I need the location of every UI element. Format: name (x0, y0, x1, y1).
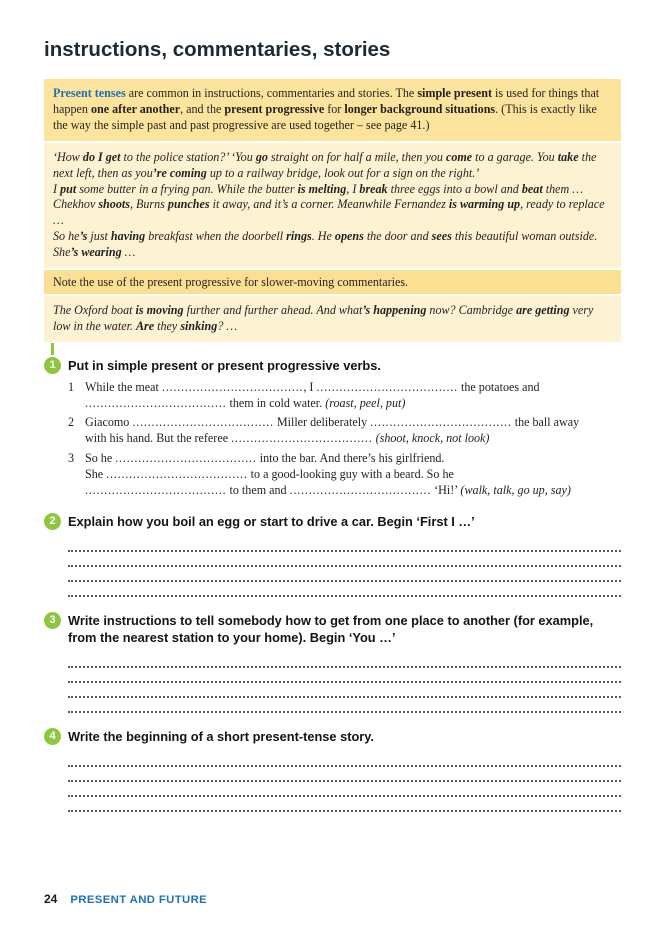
exercise-item-3 (68, 450, 621, 499)
page-number: 24 (44, 892, 58, 906)
exercise-2-title: Explain how you boil an egg or start to drive a car. Begin ‘First I …’ (68, 514, 475, 530)
item-number: 2 (68, 415, 75, 430)
example-commentary: Chekhov shoots, Burns punches it away, and it’s a corner. Meanwhile Fernandez is warming up, ready to replace … (53, 197, 605, 228)
answer-line (68, 668, 621, 683)
answer-line (68, 537, 621, 552)
examples-box-1 (44, 143, 621, 268)
exercise-1-title: Put in simple present or present progressive verbs. (68, 357, 381, 373)
examples-box-2 (44, 296, 621, 342)
answer-line (68, 683, 621, 698)
exercise-number-badge: 4 (44, 728, 61, 745)
example-instructions: I put some butter in a frying pan. While the butter is melting, I break three eggs into a bowl and beat them … (53, 181, 584, 196)
exercise-2-answer-lines (68, 537, 621, 597)
answer-line (68, 552, 621, 567)
answer-line (68, 653, 621, 668)
page-title: instructions, commentaries, stories (44, 38, 391, 61)
exercise-number-badge: 1 (44, 357, 61, 374)
example-story: So he’s just having breakfast when the doorbell rings. He opens the door and sees this beautiful woman outside. She’s wearing … (53, 229, 598, 260)
example-dialogue: ‘How do I get to the police station?’ ‘You go straight on for half a mile, then you come to a garage. You take the next left, then as you’re coming up to a railway bridge, look out for a sign on the right.’ (53, 149, 597, 180)
answer-line (68, 567, 621, 582)
theory-intro-box (44, 79, 621, 141)
exercise-1 (44, 357, 621, 498)
item-text: While the meat ....................................., I ..................................... the potatoes and ..................................... them in cold water. (roast, peel, put) (85, 379, 540, 411)
exercise-item-1 (68, 379, 621, 411)
exercise-2-header (44, 513, 621, 530)
exercise-3 (44, 612, 621, 713)
example-slow-commentary: The Oxford boat is moving further and further ahead. And what’s happening now? Cambridge are getting very low in the water. Are they sinking? … (53, 303, 594, 333)
theory-intro-text: Present tenses are common in instructions, commentaries and stories. The simple present is used for things that happen one after another, and the present progressive for longer background situations. (This is exactly like the way the simple past and past progressive are used together – see page 41.) (53, 86, 600, 132)
exercise-item-2 (68, 414, 621, 446)
exercise-3-header (44, 612, 621, 646)
exercise-3-answer-lines (68, 653, 621, 713)
exercise-2 (44, 513, 621, 597)
item-number: 1 (68, 379, 75, 394)
section-tick-icon (51, 343, 54, 355)
exercise-1-header (44, 357, 621, 374)
exercise-4-title: Write the beginning of a short present-tense story. (68, 729, 374, 745)
page-footer (44, 892, 207, 906)
answer-line (68, 797, 621, 812)
answer-line (68, 767, 621, 782)
answer-line (68, 698, 621, 713)
exercise-number-badge: 2 (44, 513, 61, 530)
exercise-1-items (68, 379, 621, 498)
answer-line (68, 752, 621, 767)
item-text: So he ..................................... into the bar. And there’s his girlfriend. She ..................................... to a good-looking guy with a beard. So he ..................................... to them and ..................................... ‘Hi!’ (walk, talk, go up, say) (85, 450, 571, 498)
footer-section-label: PRESENT AND FUTURE (70, 894, 208, 906)
exercise-4 (44, 728, 621, 812)
exercise-number-badge: 3 (44, 612, 61, 629)
item-text: Giacomo ..................................... Miller deliberately ..................................... the ball away with his hand. But the referee ..................................... (shoot, knock, not look) (85, 415, 580, 446)
note-band: Note the use of the present progressive for slower-moving commentaries. (44, 270, 621, 294)
answer-line (68, 582, 621, 597)
item-number: 3 (68, 450, 75, 465)
exercise-4-answer-lines (68, 752, 621, 812)
exercise-3-title: Write instructions to tell somebody how to get from one place to another (for example, from the nearest station to your home). Begin ‘You …’ (68, 613, 594, 646)
exercise-4-header (44, 728, 621, 745)
answer-line (68, 782, 621, 797)
